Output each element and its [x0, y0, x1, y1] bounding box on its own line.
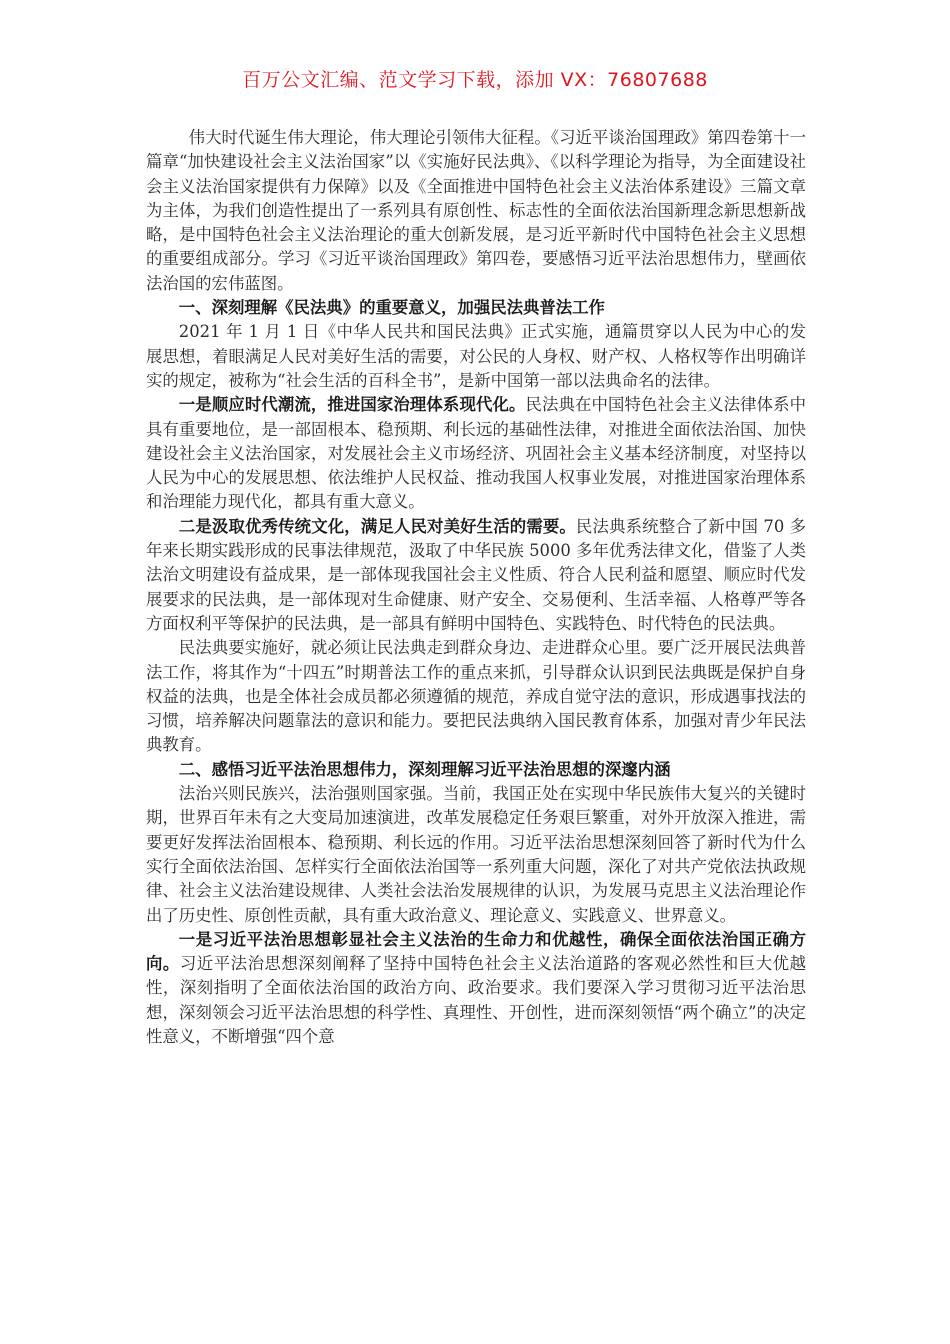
paragraph-lead: 一是顺应时代潮流，推进国家治理体系现代化。	[178, 395, 526, 415]
paragraph	[146, 393, 806, 514]
paragraph	[146, 320, 806, 393]
section-heading-1: 一、深刻理解《民法典》的重要意义，加强民法典普法工作	[178, 298, 605, 318]
paragraph	[146, 636, 806, 757]
paragraph-text: 法治兴则民族兴，法治强则国家强。当前，我国正处在实现中华民族伟大复兴的关键时期，世界百年未有之大变局加速演进，改革发展稳定任务艰巨繁重，对外开放深入推进，需要更好发挥法治固根本、稳预期、利长远的作用。习近平法治思想深刻回答了新时代为什么实行全面依法治国、怎样实行全面依法治国等一系列重大问题，深化了对共产党依法执政规律、社会主义法治建设规律、人类社会法治发展规律的认识，为发展马克思主义法治理论作出了历史性、原创性贡献，具有重大政治意义、理论意义、实践意义、世界意义。	[146, 784, 806, 925]
intro-paragraph	[146, 126, 806, 296]
paragraph-text: 民法典在中国特色社会主义法律体系中具有重要地位，是一部固根本、稳预期、利长远的基础性法律，对推进全面依法治国、加快建设社会主义法治国家，对发展社会主义市场经济、巩固社会主义基本经济制度，对坚持以人民为中心的发展思想、依法维护人民权益、推动我国人权事业发展，对推进国家治理体系和治理能力现代化，都具有重大意义。	[146, 395, 807, 512]
paragraph	[146, 928, 806, 1049]
watermark-header: 百万公文汇编、范文学习下载，添加 VX：76807688	[242, 69, 708, 91]
section-heading-2: 二、感悟习近平法治思想伟力，深刻理解习近平法治思想的深邃内涵	[178, 759, 671, 779]
paragraph-text: 伟大时代诞生伟大理论，伟大理论引领伟大征程。《习近平谈治国理政》第四卷第十一篇章“加快建设社会主义法治国家”以《实施好民法典》、《以科学理论为指导，为全面建设社会主义法治国家提供有力保障》以及《全面推进中国特色社会主义法治体系建设》三篇文章为主体，为我们创造性提出了一系列具有原创性、标志性的全面依法治国新理念新思想新战略，是中国特色社会主义法治理论的重大创新发展，是习近平新时代中国特色社会主义思想的重要组成部分。学习《习近平谈治国理政》第四卷，要感悟习近平法治思想伟力，壁画依法治国的宏伟蓝图。	[146, 128, 806, 293]
paragraph-lead: 一是习近平法治思想彰显社会主义法治的生命力和优越性，确保全面依法治国正确方向。	[146, 929, 806, 974]
paragraph-text: 2021 年 1 月 1 日《中华人民共和国民法典》正式实施，通篇贯穿以人民为中心的发展思想，着眼满足人民对美好生活的需要，对公民的人身权、财产权、人格权等作出明确详实的规定，被称为“社会生活的百科全书”，是新中国第一部以法典命名的法律。	[146, 322, 806, 390]
paragraph-lead: 二是汲取优秀传统文化，满足人民对美好生活的需要。	[178, 516, 576, 536]
document-body	[146, 126, 806, 1049]
paragraph-text: 习近平法治思想深刻阐释了坚持中国特色社会主义法治道路的客观必然性和巨大优越性，深刻指明了全面依法治国的政治方向、政治要求。我们要深入学习贯彻习近平法治思想，深刻领会习近平法治思想的科学性、真理性、开创性，进而深刻领悟“两个确立”的决定性意义，不断增强“四个意	[146, 954, 806, 1046]
paragraph	[146, 515, 806, 636]
paragraph	[146, 782, 806, 928]
paragraph-text: 民法典系统整合了新中国 70 多年来长期实践形成的民事法律规范，汲取了中华民族 5000 多年优秀法律文化，借鉴了人类法治文明建设有益成果，是一部体现我国社会主义性质、符合人民利益和愿望、顺应时代发展要求的民法典，是一部体现对生命健康、财产安全、交易便利、生活幸福、人格尊严等各方面权利平等保护的民法典，是一部具有鲜明中国特色、实践特色、时代特色的民法典。	[146, 516, 807, 633]
paragraph-text: 民法典要实施好，就必须让民法典走到群众身边、走进群众心里。要广泛开展民法典普法工作，将其作为“十四五”时期普法工作的重点来抓，引导群众认识到民法典既是保护自身权益的法典，也是全体社会成员都必须遵循的规范，养成自觉守法的意识，形成遇事找法的习惯，培养解决问题靠法的意识和能力。要把民法典纳入国民教育体系，加强对青少年民法典教育。	[146, 638, 806, 755]
